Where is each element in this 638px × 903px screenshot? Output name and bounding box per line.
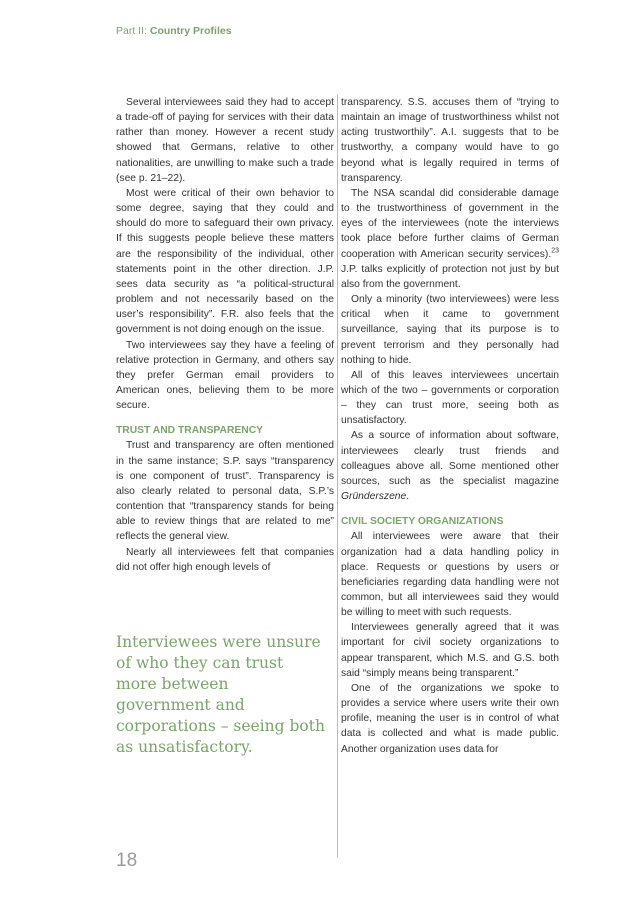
pull-quote: Interviewees were unsure of who they can trust more between government and corporations – seeing both as unsatisfactory. xyxy=(116,633,325,756)
paragraph: transparency. S.S. accuses them of “trying to maintain an image of trustworthiness whilst not acting trustworthily”. A.I. suggests that to be trustworthy, a company would have to go beyond what is legally required in terms of transparency. xyxy=(341,97,559,184)
paragraph xyxy=(341,428,559,504)
section-heading-trust: TRUST AND TRANSPARENCY xyxy=(116,425,264,437)
paragraph: All of this leaves interviewees uncertain which of the two – governments or corporation – they can trust more, seeing both as unsatisfactory. xyxy=(341,369,559,427)
right-column xyxy=(341,95,559,757)
paragraph-text: The NSA scandal did considerable damage to the trustworthiness of government in the eyes of the interviewees (note the interviews took place before further claims of German cooperation with American security services). xyxy=(341,187,559,260)
header-title: Country Profiles xyxy=(149,25,232,37)
paragraph-text: . xyxy=(406,491,410,503)
paragraph: Trust and transparency are often mentioned in the same instance; S.P. says “transparency is one component of trust”. Transparency is also clearly related to personal data, S.P.’s contention that “transparency stands for being able to review things that are related to me” reflects the general view. xyxy=(116,440,334,543)
paragraph-text: As a source of information about software, interviewees clearly trust friends and colleagues above all. Some mentioned other sources, such as the specialist magazine xyxy=(341,430,559,487)
running-header xyxy=(116,25,232,37)
paragraph-text: J.P. talks explicitly of protection not just by but also from the government. xyxy=(341,263,559,290)
paragraph: Two interviewees say they have a feeling of relative protection in Germany, and others say they prefer German email providers to American ones, believing them to be more secure. xyxy=(116,339,334,412)
paragraph: Only a minority (two interviewees) were less critical when it came to government surveillance, saying that its purpose is to prevent terrorism and they personally had nothing to hide. xyxy=(341,294,559,366)
page-number: 18 xyxy=(116,850,138,871)
magazine-title: Gründerszene xyxy=(341,491,407,503)
header-part: Part II: xyxy=(116,25,147,37)
paragraph: Nearly all interviewees felt that companies did not offer high enough levels of xyxy=(116,546,334,573)
left-column xyxy=(116,95,334,575)
paragraph: Several interviewees said they had to accept a trade-off of paying for services with their data rather than money. However a recent study showed that Germans, relative to other nationalities, are unwilling to make such a trade (see p. 21–22). xyxy=(116,97,334,184)
section-heading-civil-society: CIVIL SOCIETY ORGANIZATIONS xyxy=(341,516,504,528)
paragraph xyxy=(341,186,559,292)
paragraph: Most were critical of their own behavior to some degree, saying that they could and should do more to safeguard their own privacy. If this suggests people believe these matters are the responsibility of the individual, other statements point in the other direction. J.P. sees data security as “a political-structural problem and not necessarily based on the user’s responsibility”. F.R. also feels that the government is not doing enough on the issue. xyxy=(116,187,334,336)
paragraph: All interviewees were aware that their organization had a data handling policy in place. Requests or questions by users or beneficiaries regarding data handling were not common, but all interviewees said they would be willing to meet with such requests. xyxy=(341,531,559,619)
paragraph: Interviewees generally agreed that it was important for civil society organizations to appear transparent, which M.S. and G.S. both said “simply means being transparent.” xyxy=(341,622,559,679)
footnote-marker: 23 xyxy=(551,247,559,255)
column-divider xyxy=(337,95,338,857)
paragraph: One of the organizations we spoke to provides a service where users write their own profile, meaning the user is in control of what data is collected and what is made public. Another organization uses data for xyxy=(341,682,559,755)
